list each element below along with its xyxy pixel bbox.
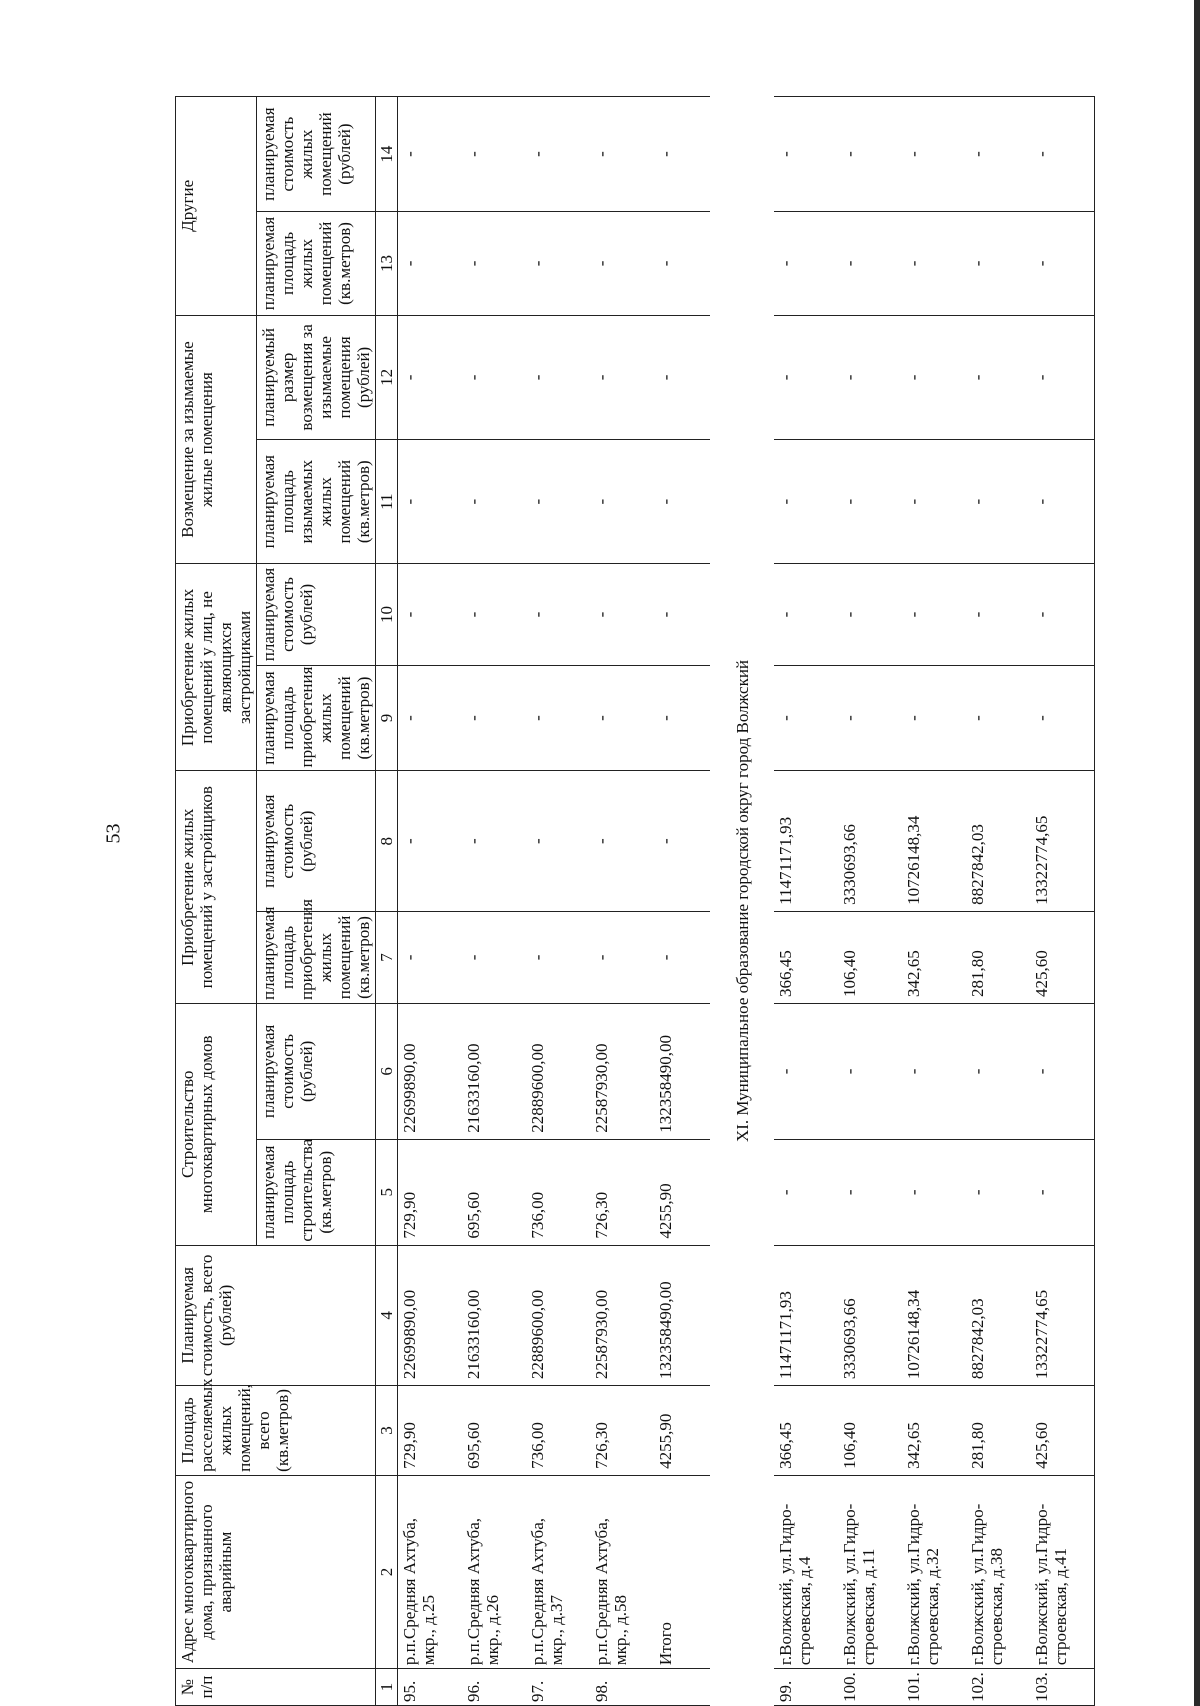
table-row [902,97,966,1706]
cell-area-total: 106,40 [838,1386,902,1476]
cell-area-total: 726,30 [590,1386,654,1476]
cell-construction-area: - [774,1139,838,1245]
cell-other-purchase-cost: - [1030,564,1095,665]
header-purchase-developers: Приобретение жилых помещений у застройщиков [176,771,257,1003]
cell-construction-area: - [838,1139,902,1245]
cell-other-purchase-area: - [966,665,1030,771]
cell-other-purchase-area: - [590,665,654,771]
row-address: г.Волжский, ул.Гидро-строевская, д.32 [902,1475,966,1668]
cell-dev-cost: - [590,771,654,911]
cell-dev-area: 342,65 [902,911,966,1003]
cell-dev-cost: - [398,771,463,911]
cell-construction-area: 736,00 [526,1139,590,1245]
total-other-purchase-cost: - [654,564,710,665]
cell-dev-cost: 3330693,66 [838,771,902,911]
cell-cost-total: 21633160,00 [462,1245,526,1385]
cell-other-cost: - [838,97,902,212]
cell-construction-cost: 21633160,00 [462,1003,526,1139]
cell-other-purchase-area: - [838,665,902,771]
col-num-8: 8 [376,771,398,911]
header-construction: Строительство многоквартирных домов [176,1003,257,1245]
column-number-row [376,97,398,1706]
row-number: 103. [1030,1669,1095,1706]
col-num-12: 12 [376,315,398,439]
cell-compensation-area: - [774,440,838,564]
cell-other-purchase-area: - [1030,665,1095,771]
cell-dev-area: 281,80 [966,911,1030,1003]
cell-other-purchase-cost: - [462,564,526,665]
cell-dev-area: 366,45 [774,911,838,1003]
cell-cost-total: 11471171,93 [774,1245,838,1385]
cell-other-area: - [462,212,526,316]
cell-dev-cost: 11471171,93 [774,771,838,911]
cell-cost-total: 22587930,00 [590,1245,654,1385]
cell-compensation-cost: - [398,315,463,439]
total-dev-area: - [654,911,710,1003]
col-num-5: 5 [376,1139,398,1245]
cell-other-area: - [966,212,1030,316]
total-compensation-area: - [654,440,710,564]
cell-compensation-cost: - [526,315,590,439]
col-num-13: 13 [376,212,398,316]
table-row [838,97,902,1706]
cell-compensation-area: - [526,440,590,564]
cell-dev-area: - [398,911,463,1003]
scan-edge-shadow [1194,0,1200,1706]
cell-area-total: 366,45 [774,1386,838,1476]
table-row [1030,97,1095,1706]
row-number: 99. [774,1669,838,1706]
row-address: г.Волжский, ул.Гидро-строевская, д.41 [1030,1475,1095,1668]
cell-dev-area: - [462,911,526,1003]
col-num-11: 11 [376,440,398,564]
total-label: Итого [654,1475,710,1668]
cell-construction-cost: - [838,1003,902,1139]
header-purchase-others: Приобретение жилых помещений у лиц, не являющихся застройщиками [176,564,257,771]
cell-dev-area: - [590,911,654,1003]
resettlement-table [175,96,1095,1706]
cell-compensation-area: - [838,440,902,564]
cell-cost-total: 22699890,00 [398,1245,463,1385]
cell-other-cost: - [1030,97,1095,212]
cell-compensation-area: - [902,440,966,564]
cell-other-purchase-cost: - [590,564,654,665]
page-number: 53 [102,823,125,844]
total-other-cost: - [654,97,710,212]
cell-dev-area: - [526,911,590,1003]
col-num-1: 1 [376,1669,398,1706]
cell-other-cost: - [966,97,1030,212]
cell-area-total: 736,00 [526,1386,590,1476]
cell-area-total: 729,90 [398,1386,463,1476]
subheader-8: планируемая стоимость (рублей) [257,771,376,911]
cell-dev-cost: 13322774,65 [1030,771,1095,911]
total-dev-cost: - [654,771,710,911]
col-num-14: 14 [376,97,398,212]
cell-construction-cost: 22587930,00 [590,1003,654,1139]
cell-compensation-area: - [398,440,463,564]
row-address: р.п.Средняя Ахтуба, мкр., д.37 [526,1475,590,1668]
cell-other-purchase-cost: - [838,564,902,665]
col-num-4: 4 [376,1245,398,1385]
total-area: 4255,90 [654,1386,710,1476]
cell-construction-area: - [966,1139,1030,1245]
cell-cost-total: 10726148,34 [902,1245,966,1385]
total-row [654,97,710,1706]
cell-other-cost: - [398,97,463,212]
col-num-2: 2 [376,1475,398,1668]
cell-compensation-area: - [966,440,1030,564]
cell-other-cost: - [590,97,654,212]
cell-compensation-cost: - [902,315,966,439]
cell-area-total: 425,60 [1030,1386,1095,1476]
cell-compensation-area: - [1030,440,1095,564]
row-address: г.Волжский, ул.Гидро-строевская, д.11 [838,1475,902,1668]
row-number: 95. [398,1669,463,1706]
row-number: 101. [902,1669,966,1706]
table-body [398,97,1095,1706]
total-construction-cost: 132358490,00 [654,1003,710,1139]
cell-cost-total: 8827842,03 [966,1245,1030,1385]
cell-other-purchase-cost: - [966,564,1030,665]
row-address: г.Волжский, ул.Гидро-строевская, д.38 [966,1475,1030,1668]
row-number: 102. [966,1669,1030,1706]
cell-compensation-area: - [462,440,526,564]
cell-construction-area: 695,60 [462,1139,526,1245]
cell-other-purchase-cost: - [526,564,590,665]
subheader-12: планируемый размер возмещения за изымаемые помещения (рублей) [257,315,376,439]
subheader-7: планируемая площадь приобретения жилых помещений (кв.метров) [257,911,376,1003]
header-number: № п/п [176,1669,376,1706]
row-number: 98. [590,1669,654,1706]
col-num-7: 7 [376,911,398,1003]
cell-construction-cost: - [966,1003,1030,1139]
table-row [526,97,590,1706]
cell-other-area: - [398,212,463,316]
cell-other-purchase-area: - [462,665,526,771]
subheader-9: планируемая площадь приобретения жилых помещений (кв.метров) [257,665,376,771]
cell-other-purchase-area: - [902,665,966,771]
cell-construction-cost: - [1030,1003,1095,1139]
cell-compensation-cost: - [1030,315,1095,439]
cell-compensation-cost: - [838,315,902,439]
col-num-9: 9 [376,665,398,771]
cell-other-purchase-area: - [774,665,838,771]
rotated-table-wrapper [175,96,1110,1706]
cell-cost-total: 13322774,65 [1030,1245,1095,1385]
cell-other-purchase-cost: - [774,564,838,665]
row-address: р.п.Средняя Ахтуба, мкр., д.25 [398,1475,463,1668]
cell-other-cost: - [774,97,838,212]
cell-dev-cost: - [526,771,590,911]
cell-dev-area: 425,60 [1030,911,1095,1003]
table-row [590,97,654,1706]
header-other: Другие [176,97,257,316]
cell-dev-cost: - [462,771,526,911]
cell-compensation-cost: - [590,315,654,439]
col-num-10: 10 [376,564,398,665]
cell-other-area: - [590,212,654,316]
cell-cost-total: 3330693,66 [838,1245,902,1385]
cell-other-area: - [902,212,966,316]
cell-other-area: - [838,212,902,316]
col-num-6: 6 [376,1003,398,1139]
cell-construction-cost: - [902,1003,966,1139]
header-compensation: Возмещение за изымаемые жилые помещения [176,315,257,564]
cell-other-cost: - [526,97,590,212]
table-header [176,97,398,1706]
subheader-5: планируемая площадь строительства (кв.метров) [257,1139,376,1245]
row-address: г.Волжский, ул.Гидро-строевская, д.4 [774,1475,838,1668]
cell-other-cost: - [902,97,966,212]
cell-other-cost: - [462,97,526,212]
cell-other-area: - [774,212,838,316]
header-area-total: Площадь расселяемых жилых помещений, всего (кв.метров) [176,1386,376,1476]
section-title: XI. Муниципальное образование городской округ город Волжский [732,659,752,1143]
cell-construction-area: - [902,1139,966,1245]
cell-other-area: - [1030,212,1095,316]
cell-compensation-cost: - [774,315,838,439]
cell-construction-area: - [1030,1139,1095,1245]
cell-compensation-cost: - [966,315,1030,439]
table-row [966,97,1030,1706]
total-other-area: - [654,212,710,316]
total-compensation-cost: - [654,315,710,439]
subheader-10: планируемая стоимость (рублей) [257,564,376,665]
cell-construction-cost: - [774,1003,838,1139]
row-number: 100. [838,1669,902,1706]
cell-other-purchase-cost: - [398,564,463,665]
cell-construction-cost: 22889600,00 [526,1003,590,1139]
row-address: р.п.Средняя Ахтуба, мкр., д.58 [590,1475,654,1668]
cell-compensation-area: - [590,440,654,564]
table-row [774,97,838,1706]
cell-dev-cost: 8827842,03 [966,771,1030,911]
cell-compensation-cost: - [462,315,526,439]
total-cost: 132358490,00 [654,1245,710,1385]
col-num-3: 3 [376,1386,398,1476]
header-cost-total: Планируемая стоимость, всего (рублей) [176,1245,376,1385]
cell-area-total: 342,65 [902,1386,966,1476]
cell-cost-total: 22889600,00 [526,1245,590,1385]
row-number: 97. [526,1669,590,1706]
cell-other-purchase-area: - [526,665,590,771]
header-address: Адрес многоквартирного дома, признанного аварийным [176,1475,376,1668]
cell-construction-area: 726,30 [590,1139,654,1245]
cell-construction-cost: 22699890,00 [398,1003,463,1139]
subheader-14: планируемая стоимость жилых помещений (рублей) [257,97,376,212]
cell-other-purchase-cost: - [902,564,966,665]
total-construction-area: 4255,90 [654,1139,710,1245]
cell-other-area: - [526,212,590,316]
table-row [398,97,463,1706]
cell-dev-area: 106,40 [838,911,902,1003]
cell-other-purchase-area: - [398,665,463,771]
cell-construction-area: 729,90 [398,1139,463,1245]
cell-dev-cost: 10726148,34 [902,771,966,911]
cell-area-total: 695,60 [462,1386,526,1476]
subheader-6: планируемая стоимость (рублей) [257,1003,376,1139]
section-row [710,97,774,1706]
row-address: р.п.Средняя Ахтуба, мкр., д.26 [462,1475,526,1668]
subheader-11: планируемая площадь изымаемых жилых помещений (кв.метров) [257,440,376,564]
table-row [462,97,526,1706]
subheader-13: планируемая площадь жилых помещений (кв.метров) [257,212,376,316]
cell-area-total: 281,80 [966,1386,1030,1476]
total-other-purchase-area: - [654,665,710,771]
row-number: 96. [462,1669,526,1706]
